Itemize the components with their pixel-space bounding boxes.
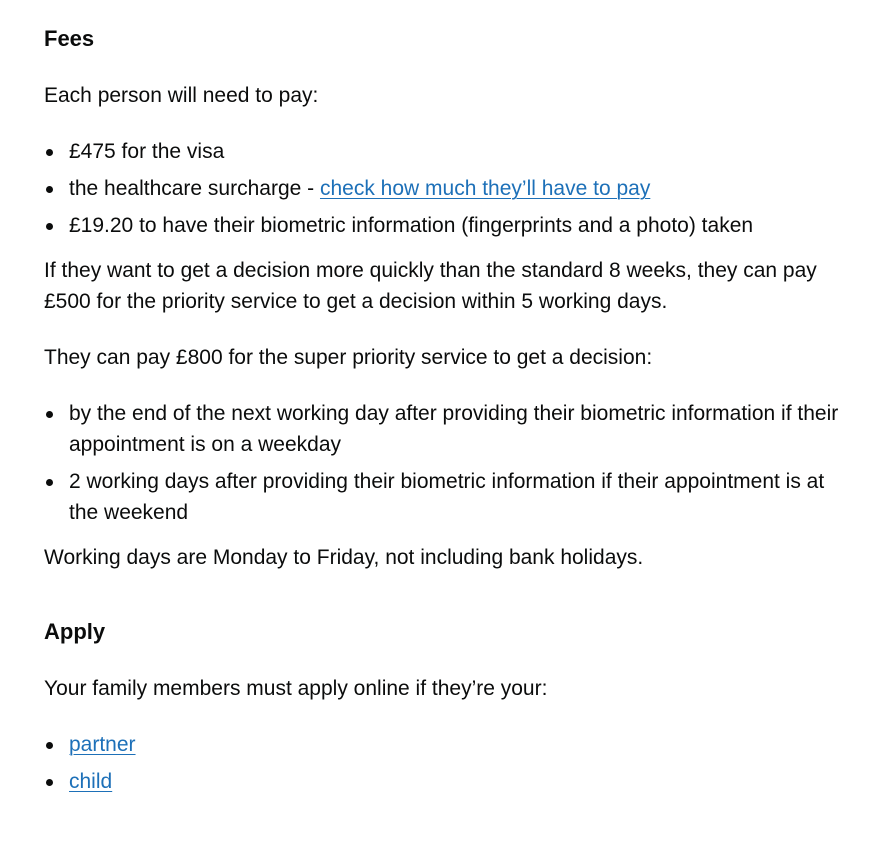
list-item (69, 210, 854, 241)
super-priority-intro: They can pay £800 for the super priority service to get a decision: (44, 346, 653, 369)
fee-visa-text: £475 for the visa (69, 140, 225, 163)
list-item (69, 766, 854, 797)
apply-list (44, 729, 854, 797)
super-priority-weekday-text: by the end of the next working day after providing their biometric information if their appointment is on a weekday (69, 402, 839, 456)
fees-list (44, 136, 854, 241)
list-item (69, 729, 854, 760)
apply-intro: Your family members must apply online if they’re your: (44, 677, 548, 700)
list-item (69, 466, 854, 528)
partner-link[interactable]: partner (69, 733, 136, 756)
apply-heading: Apply (44, 619, 106, 644)
working-days-note: Working days are Monday to Friday, not including bank holidays. (44, 546, 644, 569)
fee-biometric-text: £19.20 to have their biometric information (fingerprints and a photo) taken (69, 214, 754, 237)
list-item (69, 173, 854, 204)
super-priority-list (44, 398, 854, 528)
list-item (69, 398, 854, 460)
super-priority-weekend-text: 2 working days after providing their biometric information if their appointment is at the weekend (69, 470, 825, 524)
list-item (69, 136, 854, 167)
fee-surcharge-text: the healthcare surcharge - (69, 177, 320, 200)
child-link[interactable]: child (69, 770, 113, 793)
check-surcharge-link[interactable]: check how much they’ll have to pay (319, 177, 651, 200)
fees-intro: Each person will need to pay: (44, 84, 319, 107)
priority-service-paragraph: If they want to get a decision more quickly than the standard 8 weeks, they can pay £500 for the priority service to get a decision within 5 working days. (44, 259, 817, 313)
fees-heading: Fees (44, 26, 95, 51)
